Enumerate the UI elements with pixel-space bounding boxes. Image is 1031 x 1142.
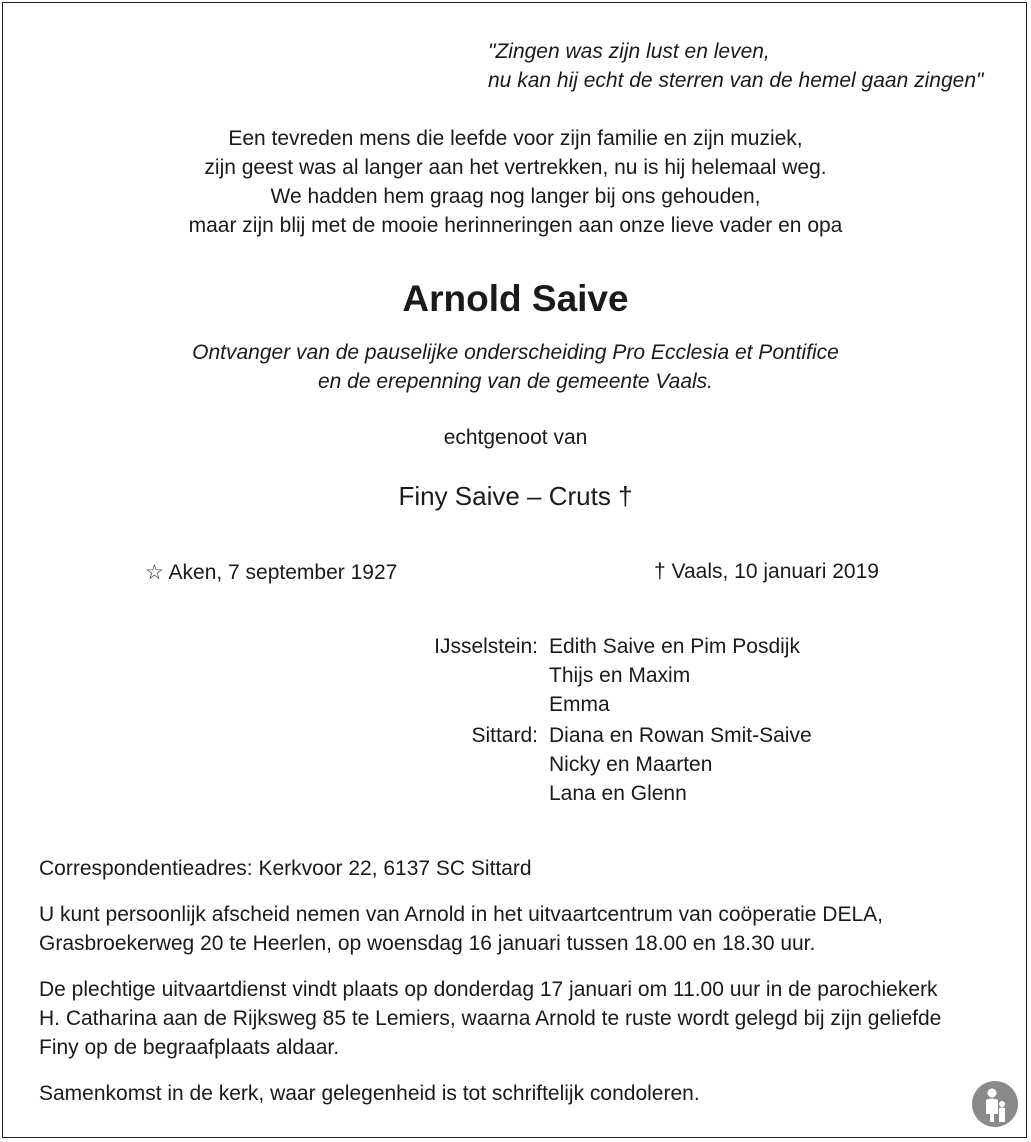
service-line: De plechtige uitvaartdienst vindt plaats op donderdag 17 januari om 11.00 uur in de parochiekerk <box>39 978 938 1001</box>
family-member: Lana en Glenn <box>549 782 687 805</box>
service-line: Finy op de begraafplaats aldaar. <box>39 1036 340 1059</box>
family-place: IJsselstein: <box>434 635 538 658</box>
quote-line: "Zingen was zijn lust en leven, <box>488 40 770 63</box>
farewell-line: Grasbroekerweg 20 te Heerlen, op woensdag 16 januari tussen 18.00 en 18.30 uur. <box>39 932 816 955</box>
spouse-name: Finy Saive – Cruts † <box>398 481 633 511</box>
family-member: Thijs en Maxim <box>549 664 691 687</box>
service-line: H. Catharina aan de Rijksweg 85 te Lemiers, waarna Arnold te ruste wordt gelegd bij zijn geliefde <box>39 1007 942 1030</box>
service-paragraph <box>39 975 999 1062</box>
family-member: Edith Saive en Pim Posdijk <box>549 635 800 658</box>
farewell-line: U kunt persoonlijk afscheid nemen van Arnold in het uitvaartcentrum van coöperatie DELA, <box>39 903 883 926</box>
spouse-label: echtgenoot van <box>443 426 588 449</box>
family-member: Diana en Rowan Smit-Saive <box>549 724 812 747</box>
family-place: Sittard: <box>471 724 538 747</box>
opening-quote <box>488 37 983 95</box>
honors-line: en de erepenning van de gemeente Vaals. <box>317 370 714 393</box>
quote-line: nu kan hij echt de sterren van de hemel gaan zingen" <box>488 69 984 92</box>
farewell-paragraph <box>39 900 999 958</box>
intro-line: maar zijn blij met de mooie herinneringen aan onze lieve vader en opa <box>188 214 843 237</box>
honors-line: Ontvanger van de pauselijke onderscheiding Pro Ecclesia et Pontifice <box>192 341 839 364</box>
intro-line: zijn geest was al langer aan het vertrekken, nu is hij helemaal weg. <box>204 156 827 179</box>
family-member: Nicky en Maarten <box>549 753 713 776</box>
memorial-logo-icon <box>971 1080 1019 1128</box>
intro-line: We hadden hem graag nog langer bij ons gehouden, <box>270 185 761 208</box>
honors-text <box>0 338 1031 396</box>
intro-text <box>0 124 1031 240</box>
deceased-name: Arnold Saive <box>402 278 629 319</box>
death-info: † Vaals, 10 januari 2019 <box>654 560 879 583</box>
family-member: Emma <box>549 693 610 716</box>
birth-info: ☆ Aken, 7 september 1927 <box>145 561 398 584</box>
intro-line: Een tevreden mens die leefde voor zijn familie en zijn muziek, <box>228 127 803 150</box>
gathering-text: Samenkomst in de kerk, waar gelegenheid is tot schriftelijk condoleren. <box>39 1082 700 1105</box>
correspondence-address: Correspondentieadres: Kerkvoor 22, 6137 SC Sittard <box>39 857 532 880</box>
